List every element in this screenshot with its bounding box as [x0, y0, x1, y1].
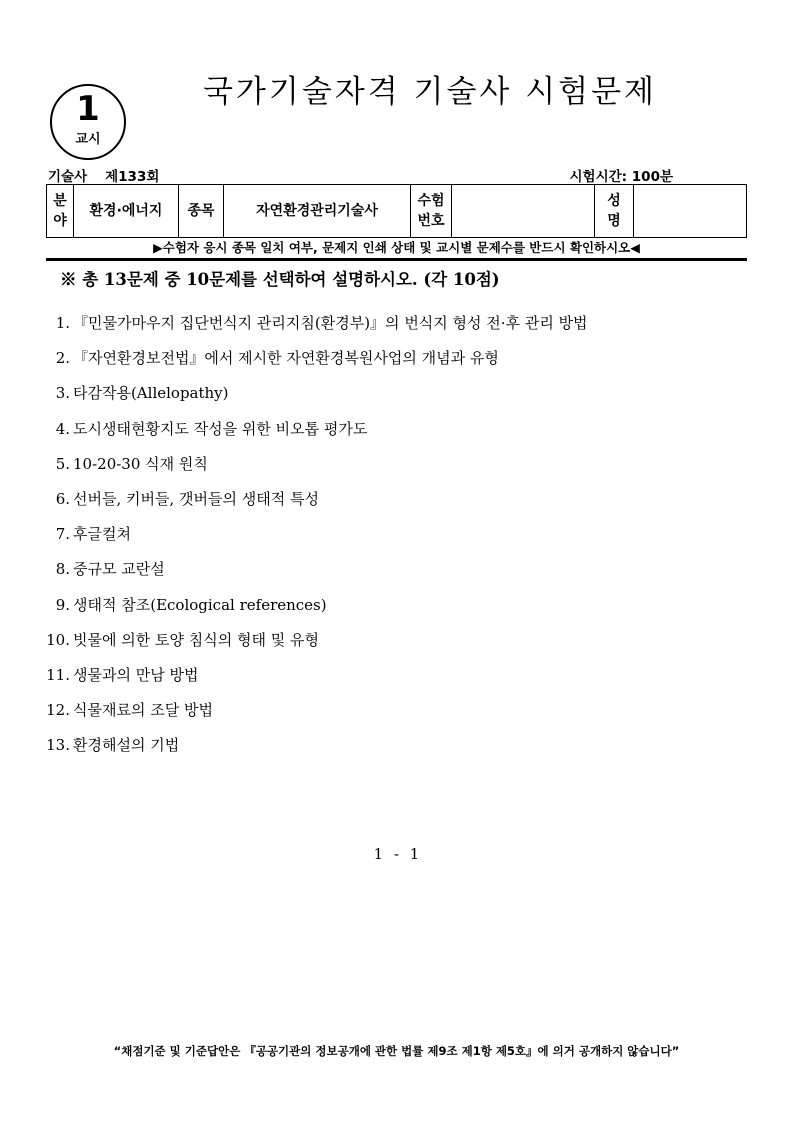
question-item: 11. 생물과의 만남 방법 [46, 665, 199, 684]
exam-time: 시험시간: 100분 [569, 169, 673, 185]
exam-round: 제133회 [105, 169, 160, 185]
question-item: 5. 10-20-30 식재 원칙 [55, 454, 208, 473]
field-value: 환경·에너지 [74, 185, 179, 238]
category-label: 종목 [179, 185, 224, 238]
question-item: 6. 선버들, 키버들, 갯버들의 생태적 특성 [55, 489, 319, 508]
page-number: 1 - 1 [373, 845, 420, 863]
question-item: 3. 타감작용(Allelopathy) [55, 384, 229, 403]
name-field[interactable] [634, 185, 747, 238]
divider [46, 258, 747, 261]
question-item: 1. 『민물가마우지 집단번식지 관리지침(환경부)』의 번식지 형성 전·후 관리 방법 [55, 314, 588, 332]
question-item: 7. 후글컬쳐 [55, 525, 131, 544]
session-label: 교시 [75, 132, 101, 147]
session-badge [50, 84, 126, 160]
candidate-info-table [46, 184, 747, 238]
exam-number-label: 수험 번호 [411, 185, 452, 238]
question-item: 10. 빗물에 의한 토양 침식의 형태 및 유형 [46, 630, 319, 649]
question-item: 12. 식물재료의 조달 방법 [46, 701, 213, 720]
footer-disclaimer: “채점기준 및 기준답안은 『공공기관의 정보공개에 관한 법률 제9조 제1항 제5호』에 의거 공개하지 않습니다” [113, 1044, 680, 1058]
page-title: 국가기술자격 기술사 시험문제 [202, 74, 657, 110]
category-value: 자연환경관리기술사 [224, 185, 411, 238]
question-item: 9. 생태적 참조(Ecological references) [55, 595, 327, 614]
instruction-text: ※ 총 13문제 중 10문제를 선택하여 설명하시오. (각 10점) [60, 270, 500, 289]
question-item: 4. 도시생태현황지도 작성을 위한 비오톱 평가도 [55, 419, 368, 438]
session-number: 1 [76, 89, 100, 129]
exam-type: 기술사 [48, 169, 88, 185]
exam-info [48, 165, 159, 185]
question-item: 2. 『자연환경보전법』에서 제시한 자연환경복원사업의 개념과 유형 [55, 349, 499, 368]
exam-number-field[interactable] [452, 185, 595, 238]
question-item: 13. 환경해설의 기법 [46, 736, 180, 755]
field-label-cell: 분 야 [47, 185, 74, 238]
question-list [44, 308, 764, 765]
question-item: 8. 중규모 교란설 [55, 560, 165, 579]
notice-text: ▶수험자 응시 종목 일치 여부, 문제지 인쇄 상태 및 교시별 문제수를 반드시 확인하시오◀ [153, 240, 640, 255]
name-label: 성 명 [595, 185, 634, 238]
